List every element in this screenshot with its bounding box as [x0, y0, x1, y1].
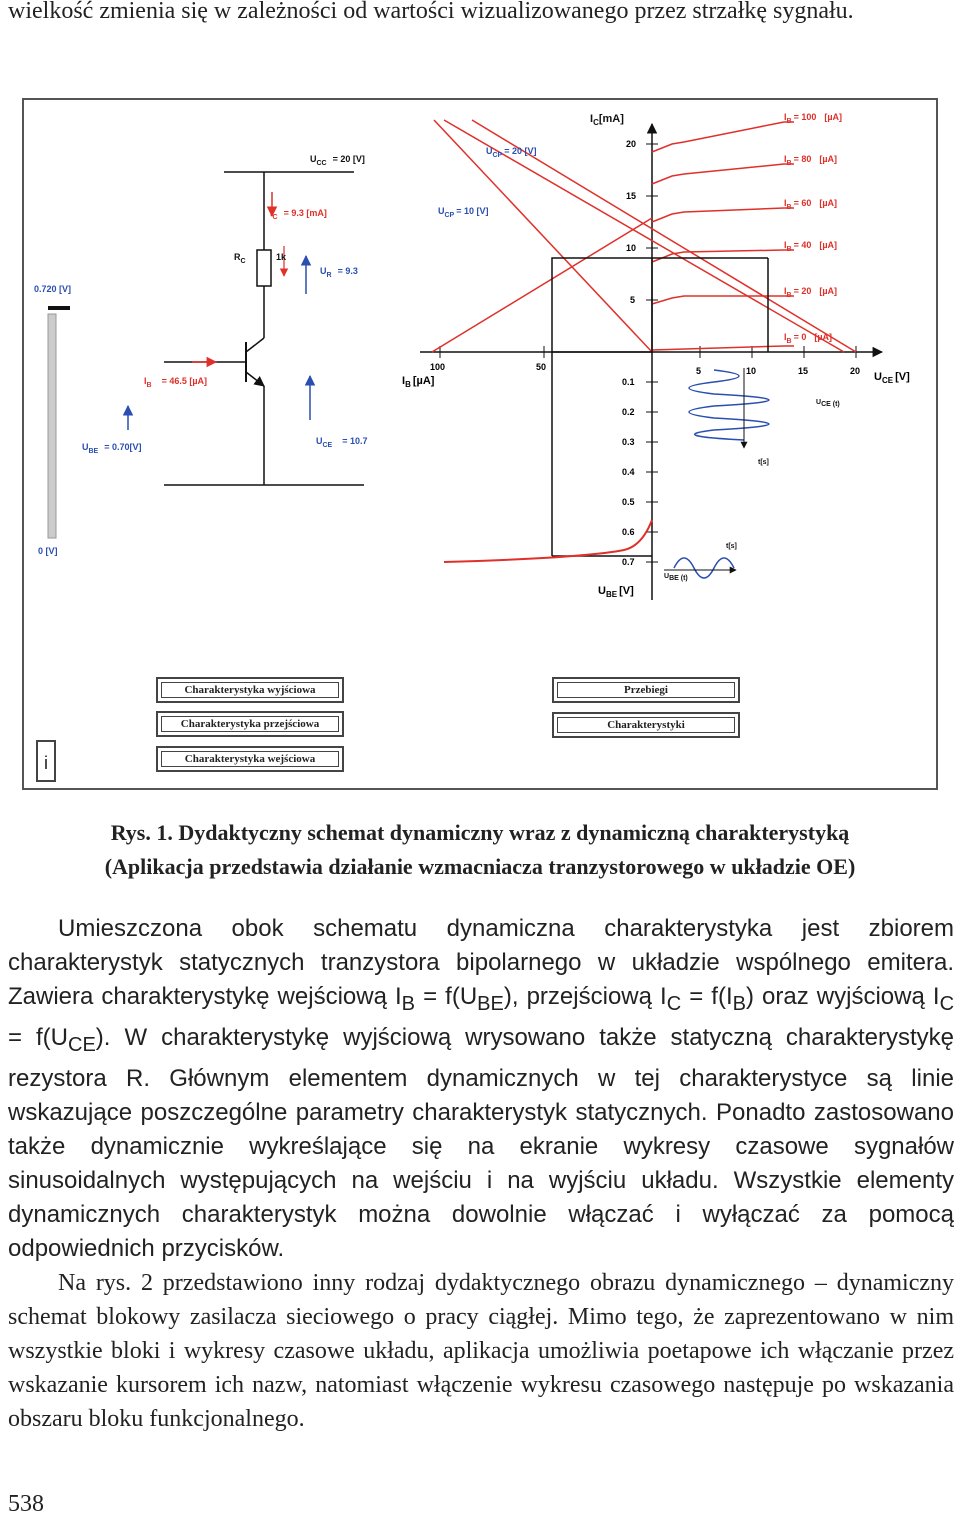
svg-text:UBE[V]: $U_{BE}$ [V] [598, 585, 634, 599]
ib-tick-1: 50 [536, 362, 547, 372]
paragraph-1: Umieszczona obok schematu dynamiczna charakterystyka jest zbiorem charakterystyk statycznych tranzystora bipolarnego w układzie wspólnego emitera. Zawiera charakterystykę wejściową $I_B = f(U_{BE})$, przejściową $I_C = f(I_B)$ oraz wyjściową $I_C = f(U_{CE})$. W charakterystykę wyjściową wrysowano także statyczną charakterystykę rezystora R. Głównym elementem dynamicznych w tej charakterystyce są linie wskazujące poszczególne parametry charakterystyk statycznych. Ponadto zastosowano także dynamicznie wykreślające się na ekranie wykresy czasowe sygnałów sinusoidalnych występujących na wejściu i na wyjściu układu. Wszystkie elementy dynamicznych charakterystyk można dowolnie włączać i wyłączać za pomocą odpowiednich przycisków. [8, 915, 955, 1262]
uce-sine [689, 370, 769, 440]
uce-t-label: U [816, 399, 822, 406]
rc-label: R [234, 252, 241, 262]
ube-tick-0: 0.1 [622, 377, 635, 387]
ube-tick-6: 0.7 [622, 557, 635, 567]
figure-panel [22, 98, 938, 790]
characteristics-chart [402, 112, 910, 600]
curve-ib-80 [652, 164, 784, 184]
svg-text:UCC= 20 [V]: $U_{CC} = 20$ [V] [310, 154, 365, 167]
uce-axis-label: U [874, 371, 882, 383]
ucp10-label: U [438, 206, 445, 216]
circuit-schematic [82, 154, 368, 485]
t-label-2: t[s] [726, 543, 737, 550]
svg-text:IB= 40[µA]: $I_B = 40$ [µA] [784, 240, 838, 253]
t-label-1: t[s] [758, 459, 769, 466]
ube-tick-3: 0.4 [622, 467, 635, 477]
resistor-rc [257, 250, 271, 286]
top-text: wielkość zmienia się w zależności od wartości wizualizowanego przez strzałkę sygnału. [8, 0, 854, 24]
ur-label: U [320, 266, 327, 276]
curve-label-2: I [784, 198, 787, 208]
ic-label: I [270, 208, 273, 218]
uce-tick-0: 5 [696, 366, 702, 376]
btn-przebiegi[interactable]: Przebiegi [552, 677, 740, 703]
caption-line-2: (Aplikacja przedstawia działanie wzmacniacza tranzystorowego w układzie OE) [104, 854, 856, 879]
uce-label: U [316, 436, 323, 446]
curve-label-4: I [784, 286, 787, 296]
page-number: 538 [8, 1491, 44, 1517]
curve-ib-100 [652, 122, 784, 152]
slider-top-label: 0.720 [V] [34, 284, 72, 294]
ib-label: I [144, 376, 147, 386]
ube-tick-5: 0.6 [622, 527, 635, 537]
ube-label: U [82, 442, 89, 452]
ib-tick-0: 100 [430, 362, 446, 372]
ucc-label: U [310, 154, 317, 164]
transistor-icon [246, 338, 264, 386]
btn-charakterystyka-wejsciowa[interactable]: Charakterystyka wejściowa [156, 746, 344, 772]
ucp20-label: U [486, 146, 493, 156]
svg-text:IB= 20[µA]: $I_B = 20$ [µA] [784, 286, 838, 299]
svg-text:UBE (t): UBE (t) [664, 573, 688, 582]
figure-caption [0, 816, 960, 884]
uce-tick-2: 15 [798, 366, 809, 376]
ube-t-label: U [664, 573, 670, 580]
ic-tick-3: 5 [630, 295, 636, 305]
svg-text:UCP= 10 [V]: $U_{CP} = 10$ [V] [438, 206, 489, 219]
body-text [8, 912, 954, 1436]
svg-text:IC= 9.3 [mA]: $I_C = 9.3$ [mA] [270, 208, 327, 221]
svg-text:UCP= 20 [V]: $U_{CP} = 20$ [V] [486, 146, 537, 159]
ib-axis-label: I [402, 375, 406, 387]
ic-tick-0: 20 [626, 139, 637, 149]
svg-text:IB[µA]: $I_B$ [µA] [402, 375, 435, 389]
slider-bottom-label: 0 [V] [38, 546, 58, 556]
curve-ib-0 [652, 346, 784, 350]
curve-label-1: I [784, 154, 787, 164]
rc-value: 1k [276, 252, 287, 262]
info-button[interactable]: i [36, 740, 56, 782]
ube-tick-4: 0.5 [622, 497, 635, 507]
load-line-1 [434, 120, 652, 352]
paragraph-2: Na rys. 2 przedstawiono inny rodzaj dydaktycznego obrazu dynamicznego – dynamiczny schemat blokowy zasilacza sieciowego o pracy ciągłej. Mimo tego, że zaprezentowano w nim wszystkie bloki i wykresy czasowe układu, aplikacja umożliwia poetapowe ich włączanie przez wskazanie kursorem ich nazw, natomiast włączenie wykresu czasowego następuje po wskazania obszaru bloku funkcjonalnego. [8, 1269, 954, 1432]
ic-axis-label: I [590, 113, 594, 125]
operating-point-box [552, 258, 652, 352]
svg-text:IB= 80[µA]: $I_B = 80$ [µA] [784, 154, 838, 167]
svg-text:RC: $R_C$ [234, 252, 246, 265]
ube-tick-2: 0.3 [622, 437, 635, 447]
svg-text:IC[mA]: $I_C[mA]$ [590, 113, 624, 127]
svg-text:UCE= 10.7: $U_{CE} = 10.7$ [316, 436, 368, 449]
svg-text:UCE (t): UCE (t) [816, 399, 840, 408]
svg-text:IB= 100[µA]: $I_B = 100$ [µA] [784, 112, 843, 125]
curve-label-0: I [784, 112, 787, 122]
ube-slider[interactable] [34, 284, 71, 556]
btn-charakterystyka-wyjsciowa[interactable]: Charakterystyka wyjściowa [156, 677, 344, 703]
svg-text:IB= 60[µA]: $I_B = 60$ [µA] [784, 198, 838, 211]
curve-label-5: I [784, 332, 787, 342]
ube-tick-1: 0.2 [622, 407, 635, 417]
btn-charakterystyki[interactable]: Charakterystyki [552, 712, 740, 738]
svg-text:UCE[V]: $U_{CE}$ [V] [874, 371, 910, 385]
svg-text:UBE= 0.70[V]: $U_{BE} = 0.70[V]$ [82, 442, 142, 455]
curve-ib-60 [652, 208, 784, 222]
svg-text:IB= 46.5 [µA]: $I_B = 46.5$ [µA] [144, 376, 208, 389]
curve-label-3: I [784, 240, 787, 250]
uce-tick-3: 20 [850, 366, 861, 376]
ic-tick-2: 10 [626, 243, 637, 253]
btn-charakterystyka-przejsciowa[interactable]: Charakterystyka przejściowa [156, 711, 344, 737]
caption-line-1: Rys. 1. Dydaktyczny schemat dynamiczny wraz z dynamiczną charakterystyką [110, 820, 850, 845]
uce-tick-1: 10 [746, 366, 757, 376]
svg-text:IB= 0[µA]: $I_B = 0$ [µA] [784, 332, 833, 345]
transfer-line [432, 218, 652, 352]
ube-axis-label: U [598, 585, 606, 597]
ic-tick-1: 15 [626, 191, 637, 201]
svg-text:UR= 9.3: $U_R = 9.3$ [320, 266, 358, 279]
